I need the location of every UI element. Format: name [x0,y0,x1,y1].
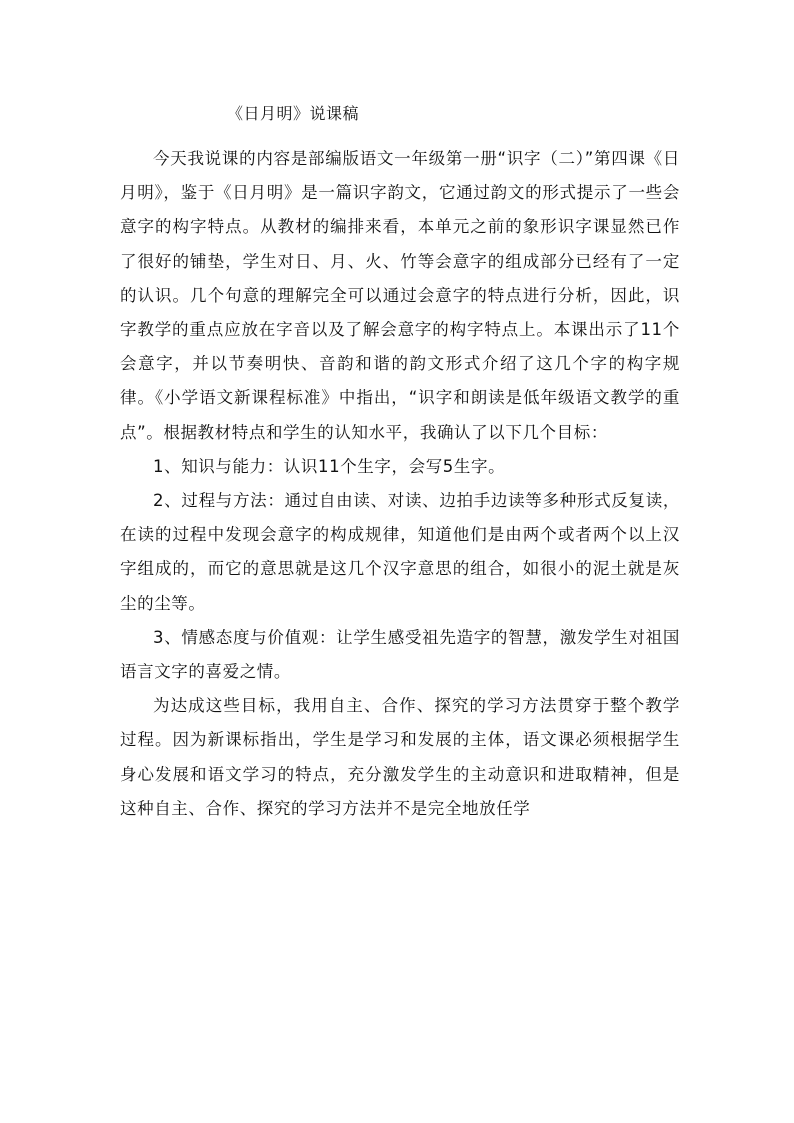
document-body [120,96,680,826]
paragraph-intro: 今天我说课的内容是部编版语文一年级第一册“识字（二）”第四课《日月明》，鉴于《日月明》是一篇识字韵文，它通过韵文的形式提示了一些会意字的构字特点。从教材的编排来看，本单元之前的象形识字课显然已作了很好的铺垫，学生对日、月、火、竹等会意字的组成部分已经有了一定的认识。几个句意的理解完全可以通过会意字的特点进行分析，因此，识字教学的重点应放在字音以及了解会意字的构字特点上。本课出示了11个会意字，并以节奏明快、音韵和谐的韵文形式介绍了这几个字的构字规律。《小学语文新课程标准》中指出，“识字和朗读是低年级语文教学的重点”。根据教材特点和学生的认知水平，我确认了以下几个目标： [120,149,680,442]
paragraph-goal-emotion: 3、情感态度与价值观：让学生感受祖先造字的智慧，激发学生对祖国语言文字的喜爱之情。 [120,627,680,682]
paragraph-goal-process: 2、过程与方法：通过自由读、对读、边拍手边读等多种形式反复读，在读的过程中发现会意字的构成规律，知道他们是由两个或者两个以上汉字组成的，而它的意思就是这几个汉字意思的组合，如很小的泥土就是灰尘的尘等。 [120,491,680,613]
paragraph-goal-knowledge: 1、知识与能力：认识11个生字，会写5生字。 [153,456,506,476]
document-title: 《日月明》说课稿 [227,104,360,123]
paragraph-method: 为达成这些目标，我用自主、合作、探究的学习方法贯穿于整个教学过程。因为新课标指出，学生是学习和发展的主体，语文课必须根据学生身心发展和语文学习的特点，充分激发学生的主动意识和进取精神，但是这种自主、合作、探究的学习方法并不是完全地放任学 [120,696,680,818]
